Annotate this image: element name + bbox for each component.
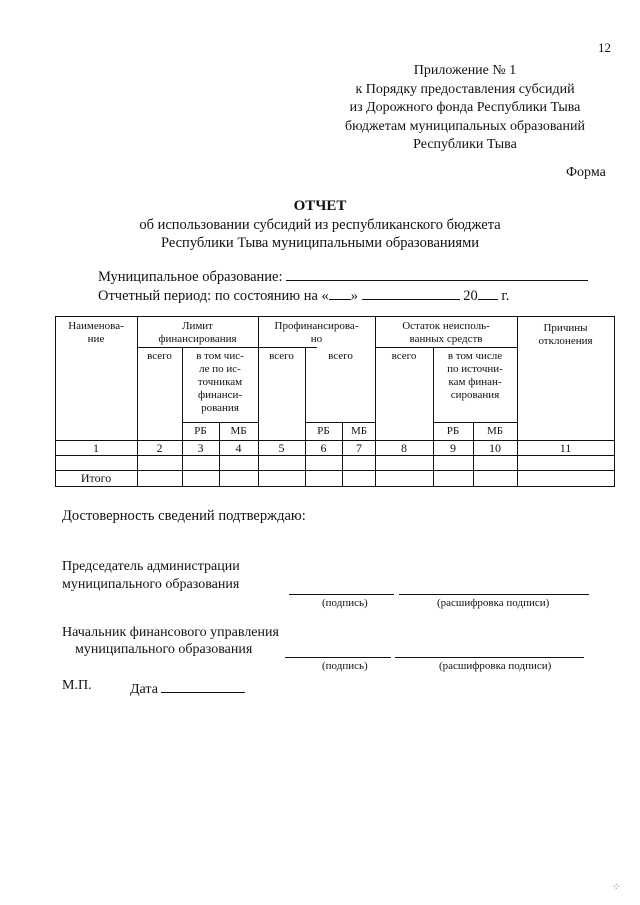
column-number: 11 <box>559 441 572 455</box>
signer-1-decode-caption: (расшифровка подписи) <box>437 597 550 609</box>
report-table <box>55 316 615 488</box>
period-field <box>98 285 509 305</box>
subtitle-line: об использовании субсидий из республиканского бюджета <box>139 217 501 233</box>
column-number: 10 <box>489 441 501 455</box>
table-border <box>55 486 615 487</box>
appendix-line: Приложение № 1 <box>413 63 517 78</box>
period-day-blank[interactable] <box>329 285 351 300</box>
column-number: 2 <box>156 441 163 455</box>
period-year-blank[interactable] <box>478 285 498 300</box>
report-subtitle <box>0 216 640 252</box>
signer-2-name-line[interactable] <box>395 657 584 658</box>
column-number: 9 <box>450 441 456 455</box>
column-number: 5 <box>278 441 285 455</box>
table-rule <box>305 347 306 487</box>
header-remainder: Остаток неисполь- ванных средств <box>402 320 490 345</box>
column-number: 6 <box>320 441 327 455</box>
period-mid: » <box>350 288 359 304</box>
report-title: ОТЧЕТ <box>293 198 347 214</box>
header-reasons: Причины отклонения <box>538 322 593 347</box>
total-row-label: Итого <box>80 471 112 485</box>
header-remainder-sources: в том числе по источни- кам финан- сирования <box>447 350 503 401</box>
appendix-line: из Дорожного фонда Республики Тыва <box>349 100 581 115</box>
signer-2-sign-line[interactable] <box>285 657 391 658</box>
header-mb: МБ <box>230 425 247 437</box>
form-label: Форма <box>566 165 606 180</box>
header-mb: МБ <box>350 425 368 437</box>
municipality-blank[interactable] <box>286 266 588 281</box>
signer-2-decode-caption: (расшифровка подписи) <box>439 660 552 672</box>
column-number: 4 <box>235 441 242 455</box>
header-mb: МБ <box>486 425 504 437</box>
table-rule <box>182 422 258 423</box>
scan-mark-icon: ⁘ <box>612 882 621 893</box>
signer-1-sign-line[interactable] <box>289 594 394 595</box>
appendix-block <box>330 62 600 155</box>
confirm-text: Достоверность сведений подтверждаю: <box>62 508 306 524</box>
period-label: Отчетный период: по состоянию на « <box>98 288 329 304</box>
signer-1-sign-caption: (подпись) <box>322 597 368 609</box>
column-number: 8 <box>401 441 407 455</box>
table-rule <box>305 422 376 423</box>
signer-2-position: муниципального образования <box>75 642 253 657</box>
appendix-line: к Порядку предоставления субсидий <box>355 81 575 97</box>
appendix-line: бюджетам муниципальных образований <box>345 118 585 134</box>
period-suffix: г. <box>501 288 510 304</box>
header-funded-total-2: всего <box>328 350 353 362</box>
header-funded-total: всего <box>269 350 294 362</box>
municipality-field <box>98 266 588 286</box>
page-number: 12 <box>598 40 611 55</box>
date-label: Дата <box>130 682 158 697</box>
header-limit-sources: в том чис- ле по ис- точникам финанси- рования <box>196 350 244 414</box>
header-remainder-total: всего <box>391 350 417 362</box>
header-funded: Профинансирова- но <box>274 320 359 345</box>
table-border <box>614 316 615 487</box>
municipality-label: Муниципальное образование: <box>98 269 283 285</box>
date-blank[interactable] <box>161 678 245 693</box>
subtitle-line: Республики Тыва муниципальными образованиями <box>160 235 480 251</box>
signer-1-name-line[interactable] <box>399 594 589 595</box>
header-rb: РБ <box>446 425 460 437</box>
header-limit-total: всего <box>147 350 172 362</box>
table-rule <box>55 470 615 471</box>
signer-1-position: Председатель администрации <box>62 559 240 574</box>
column-number: 7 <box>356 441 362 455</box>
column-number: 1 <box>93 441 99 455</box>
table-border <box>55 316 615 317</box>
header-name: Наименова- ние <box>68 320 124 345</box>
date-field <box>130 678 245 698</box>
appendix-line: Республики Тыва <box>413 137 517 152</box>
period-month-blank[interactable] <box>362 285 460 300</box>
signer-2-sign-caption: (подпись) <box>322 660 368 672</box>
column-number: 3 <box>197 441 204 455</box>
signer-1-position: муниципального образования <box>62 577 240 592</box>
table-rule <box>375 347 517 348</box>
signer-2-position: Начальник финансового управления <box>62 625 279 640</box>
period-year: 20 <box>463 288 478 304</box>
header-rb: РБ <box>194 425 207 437</box>
header-limit: Лимит финансирования <box>158 320 237 345</box>
table-rule <box>137 347 317 348</box>
table-rule <box>433 422 517 423</box>
stamp-label: М.П. <box>62 678 92 693</box>
header-rb: РБ <box>317 425 330 437</box>
